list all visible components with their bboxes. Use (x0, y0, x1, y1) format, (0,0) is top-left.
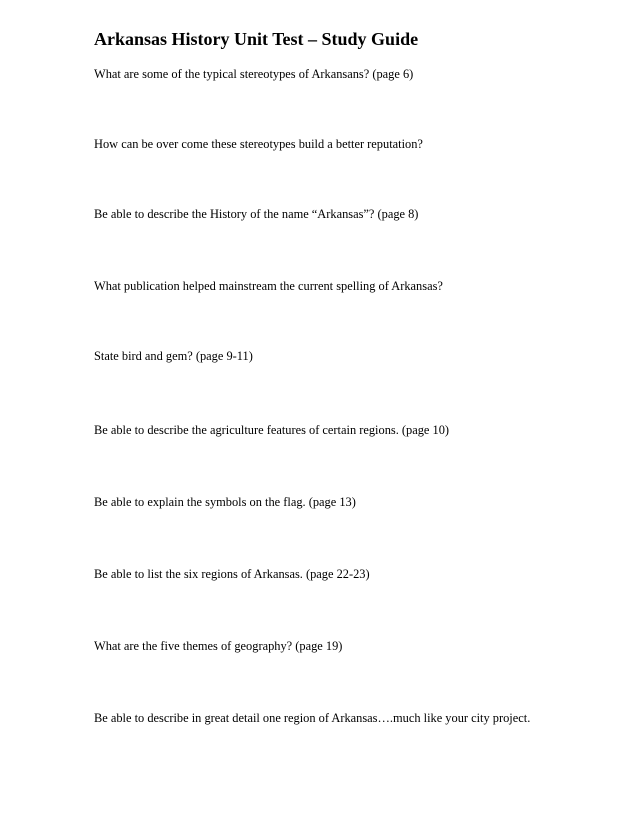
question-2: How can be over come these stereotypes build a better reputation? (94, 137, 423, 151)
question-5: State bird and gem? (page 9-11) (94, 349, 253, 363)
question-4: What publication helped mainstream the current spelling of Arkansas? (94, 279, 443, 293)
question-10: Be able to describe in great detail one region of Arkansas….much like your city project. (94, 711, 531, 725)
question-6: Be able to describe the agriculture features of certain regions. (page 10) (94, 423, 450, 437)
question-8: Be able to list the six regions of Arkansas. (page 22-23) (94, 567, 370, 581)
question-1: What are some of the typical stereotypes of Arkansans? (page 6) (94, 67, 414, 81)
question-7: Be able to explain the symbols on the flag. (page 13) (94, 495, 356, 509)
question-9: What are the five themes of geography? (page 19) (94, 639, 343, 653)
question-3: Be able to describe the History of the name “Arkansas”? (page 8) (94, 207, 419, 221)
page-title: Arkansas History Unit Test – Study Guide (94, 29, 419, 49)
